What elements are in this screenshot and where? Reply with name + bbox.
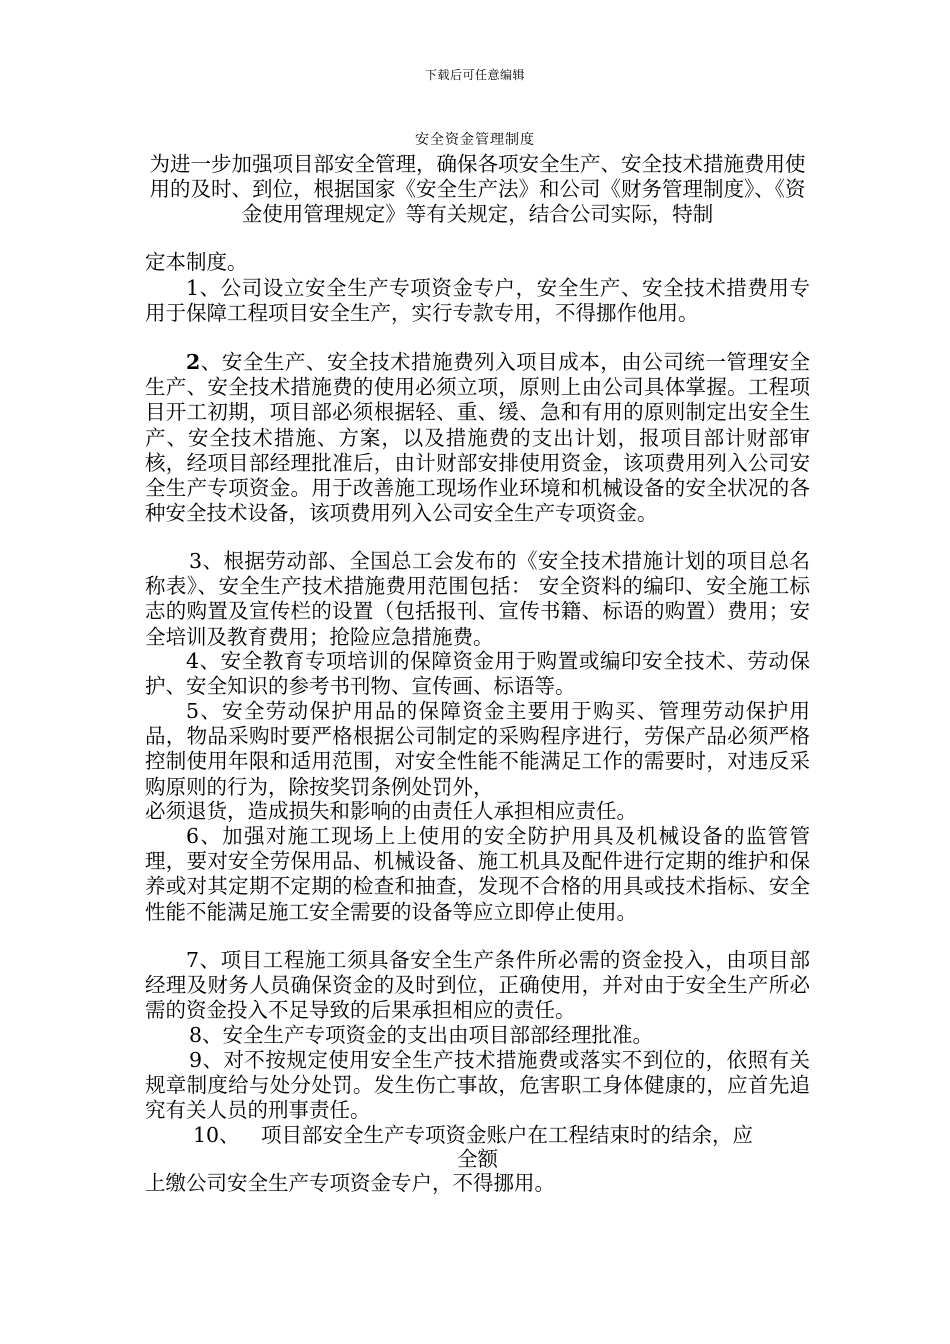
intro-tail: 定本制度。 — [145, 250, 248, 274]
item-3: 3、根据劳动部、全国总工会发布的《安全技术措施计划的项目总名称表》、安全生产技术措施费用范围包括： 安全资料的编印、安全施工标志的购置及宣传栏的设置（包括报刊、宣传书籍、标语的购置）费用；安全培训及教育费用；抢险应急措施费。 — [145, 549, 810, 649]
header-note: 下载后可任意编辑 — [424, 68, 525, 82]
item-8: 8、安全生产专项资金的支出由项目部部经理批准。 — [189, 1023, 654, 1047]
item-9: 9、对不按规定使用安全生产技术措施费或落实不到位的，依照有关规章制度给与处分处罚。发生伤亡事故，危害职工身体健康的，应首先追究有关人员的刑事责任。 — [145, 1048, 810, 1123]
item-2 — [145, 350, 810, 526]
item-2-number: 2 — [186, 350, 201, 374]
item-10-tail: 上缴公司安全生产专项资金专户，不得挪用。 — [145, 1171, 555, 1195]
item-5: 5、安全劳动保护用品的保障资金主要用于购买、管理劳动保护用品，物品采购时要严格根据公司制定的采购程序进行，劳保产品必须严格控制使用年限和适用范围，对安全性能不能满足工作的需要时，对违反采购原则的行为，除按奖罚条例处罚外， — [145, 699, 810, 799]
item-4: 4、安全教育专项培训的保障资金用于购置或编印安全技术、劳动保护、安全知识的参考书刊物、宣传画、标语等。 — [145, 649, 810, 699]
item-10 — [145, 1123, 810, 1148]
item-1: 1、公司设立安全生产专项资金专户，安全生产、安全技术措费用专用于保障工程项目安全生产，实行专款专用，不得挪作他用。 — [145, 276, 810, 326]
item-7: 7、项目工程施工须具备安全生产条件所必需的资金投入，由项目部经理及财务人员确保资金的及时到位，正确使用，并对由于安全生产所必需的资金投入不足导致的后果承担相应的责任。 — [145, 948, 810, 1023]
item-10-text: 项目部安全生产专项资金账户在工程结束时的结余，应 — [261, 1123, 753, 1147]
item-6: 6、加强对施工现场上上使用的安全防护用具及机械设备的监管管理，要对安全劳保用品、机械设备、施工机具及配件进行定期的维护和保养或对其定期不定期的检查和抽查，发现不合格的用具或技术指标、安全性能不能满足施工安全需要的设备等应立即停止使用。 — [145, 824, 810, 924]
item-10-number: 10、 — [193, 1123, 240, 1147]
intro-centered-paragraph: 为进一步加强项目部安全管理，确保各项安全生产、安全技术措施费用使用的及时、到位，根据国家《安全生产法》和公司《财务管理制度》、《资金使用管理规定》等有关规定，结合公司实际，特制 — [149, 152, 806, 226]
item-2-text: 、安全生产、安全技术措施费列入项目成本，由公司统一管理安全生产、安全技术措施费的使用必须立项，原则上由公司具体掌握。工程项目开工初期，项目部必须根据轻、重、缓、急和有用的原则制定出安全生产、安全技术措施、方案，以及措施费的支出计划，报项目部计财部审核，经项目部经理批准后，由计财部安排使用资金，该项费用列入公司安全生产专项资金。用于改善施工现场作业环境和机械设备的安全状况的各种安全技术设备，该项费用列入公司安全生产专项资金。 — [145, 350, 810, 526]
item-10-centered: 全额 — [457, 1147, 498, 1171]
item-5-tail: 必须退货，造成损失和影响的由责任人承担相应责任。 — [145, 799, 637, 823]
document-title: 安全资金管理制度 — [415, 132, 535, 148]
